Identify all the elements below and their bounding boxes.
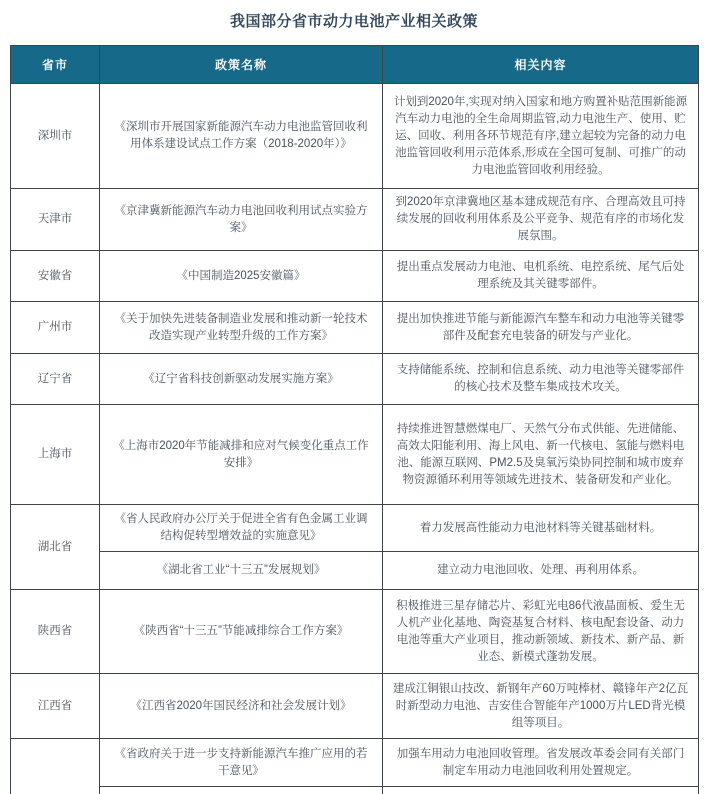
policy-cell: 《省人民政府办公厅关于促进全省有色金属工业调结构促转型增效益的实施意见》 — [100, 505, 383, 552]
policy-cell: 《深圳市开展国家新能源汽车动力电池监管回收利用体系建设试点工作方案（2018-2020年）》 — [100, 84, 383, 189]
policy-cell: 《湖北省工业“十三五”发展规划》 — [100, 552, 383, 590]
col-header-content: 相关内容 — [383, 46, 699, 84]
province-cell: 辽宁省 — [11, 354, 100, 405]
table-row — [11, 739, 699, 787]
province-cell: 湖北省 — [11, 505, 100, 590]
col-header-province: 省市 — [11, 46, 100, 84]
content-cell: 持续推进智慧燃煤电厂、天然气分布式供能、先进储能、高效太阳能利用、海上风电、新一代核电、氢能与燃料电池、能源互联网、PM2.5及臭氧污染协同控制和城市废弃物资源循环利用等领域先进技术、装备研发和产业化。 — [383, 405, 699, 505]
province-cell: 天津市 — [11, 189, 100, 251]
col-header-policy: 政策名称 — [100, 46, 383, 84]
table-row — [11, 552, 699, 590]
table-header-row — [11, 46, 699, 84]
province-cell: 江西省 — [11, 674, 100, 739]
content-cell: 加强车用动力电池回收管理。省发展改革委会同有关部门制定车用动力电池回收利用处置规定。 — [383, 739, 699, 787]
table-row — [11, 674, 699, 739]
content-cell: 建立动力电池回收、处理、再利用体系。 — [383, 552, 699, 590]
province-cell: 广州市 — [11, 302, 100, 354]
policy-cell: 《辽宁省科技创新驱动发展实施方案》 — [100, 354, 383, 405]
province-cell: 深圳市 — [11, 84, 100, 189]
policy-cell: 《关于加快先进装备制造业发展和推动新一轮技术改造实现产业转型升级的工作方案》 — [100, 302, 383, 354]
province-cell: 陕西省 — [11, 590, 100, 674]
policy-cell: 《江西省2020年国民经济和社会发展计划》 — [100, 674, 383, 739]
content-cell: 提出重点发展动力电池、电机系统、电控系统、尾气后处理系统及其关键零部件。 — [383, 251, 699, 302]
table-row — [11, 189, 699, 251]
province-cell: 安徽省 — [11, 251, 100, 302]
content-cell: 到2020年京津冀地区基本建成规范有序、合理高效且可持续发展的回收利用体系及公平竞争、规范有序的市场化发展氛围。 — [383, 189, 699, 251]
content-cell: 支持储能系统、控制和信息系统、动力电池等关键零部件的核心技术及整车集成技术攻关。 — [383, 354, 699, 405]
content-cell: 着力发展高性能动力电池材料等关键基础材料。 — [383, 505, 699, 552]
content-cell: 计划到2020年,实现对纳入国家和地方购置补贴范围新能源汽车动力电池的全生命周期监管,动力电池生产、使用、贮运、回收、利用各环节规范有序,建立起较为完备的动力电池监管回收利用示范体系,形成在全国可复制、可推广的动力电池监管回收利用经验。 — [383, 84, 699, 189]
policy-cell: 《省政府关于进一步支持新能源汽车推广应用的若干意见》 — [100, 739, 383, 787]
page-title: 我国部分省市动力电池产业相关政策 — [229, 13, 478, 30]
table-row — [11, 405, 699, 505]
content-cell: 建成江铜银山技改、新钢年产60万吨棒材、赣锋年产2亿瓦时新型动力电池、吉安佳合智能年产1000万片LED背光模组等项目。 — [383, 674, 699, 739]
table-row — [11, 505, 699, 552]
content-cell — [383, 787, 699, 794]
table-row — [11, 354, 699, 405]
policy-cell — [100, 787, 383, 794]
province-cell: 上海市 — [11, 405, 100, 505]
policy-cell: 《陕西省“十三五”节能减排综合工作方案》 — [100, 590, 383, 674]
policy-table — [10, 45, 699, 794]
policy-cell: 《中国制造2025安徽篇》 — [100, 251, 383, 302]
table-row — [11, 251, 699, 302]
table-row — [11, 787, 699, 794]
table-row — [11, 590, 699, 674]
policy-cell: 《上海市2020年节能减排和应对气候变化重点工作安排》 — [100, 405, 383, 505]
table-row — [11, 84, 699, 189]
province-cell — [11, 739, 100, 794]
policy-cell: 《京津冀新能源汽车动力电池回收利用试点实验方案》 — [100, 189, 383, 251]
table-row — [11, 302, 699, 354]
content-cell: 积极推进三星存储芯片、彩虹光电86代液晶面板、爱生无人机产业化基地、陶瓷基复合材料、核电配套设备、动力电池等重大产业项目，推动新领域、新技术、新产品、新业态、新模式蓬勃发展。 — [383, 590, 699, 674]
content-cell: 提出加快推进节能与新能源汽车整车和动力电池等关键零部件及配套充电装备的研发与产业化。 — [383, 302, 699, 354]
